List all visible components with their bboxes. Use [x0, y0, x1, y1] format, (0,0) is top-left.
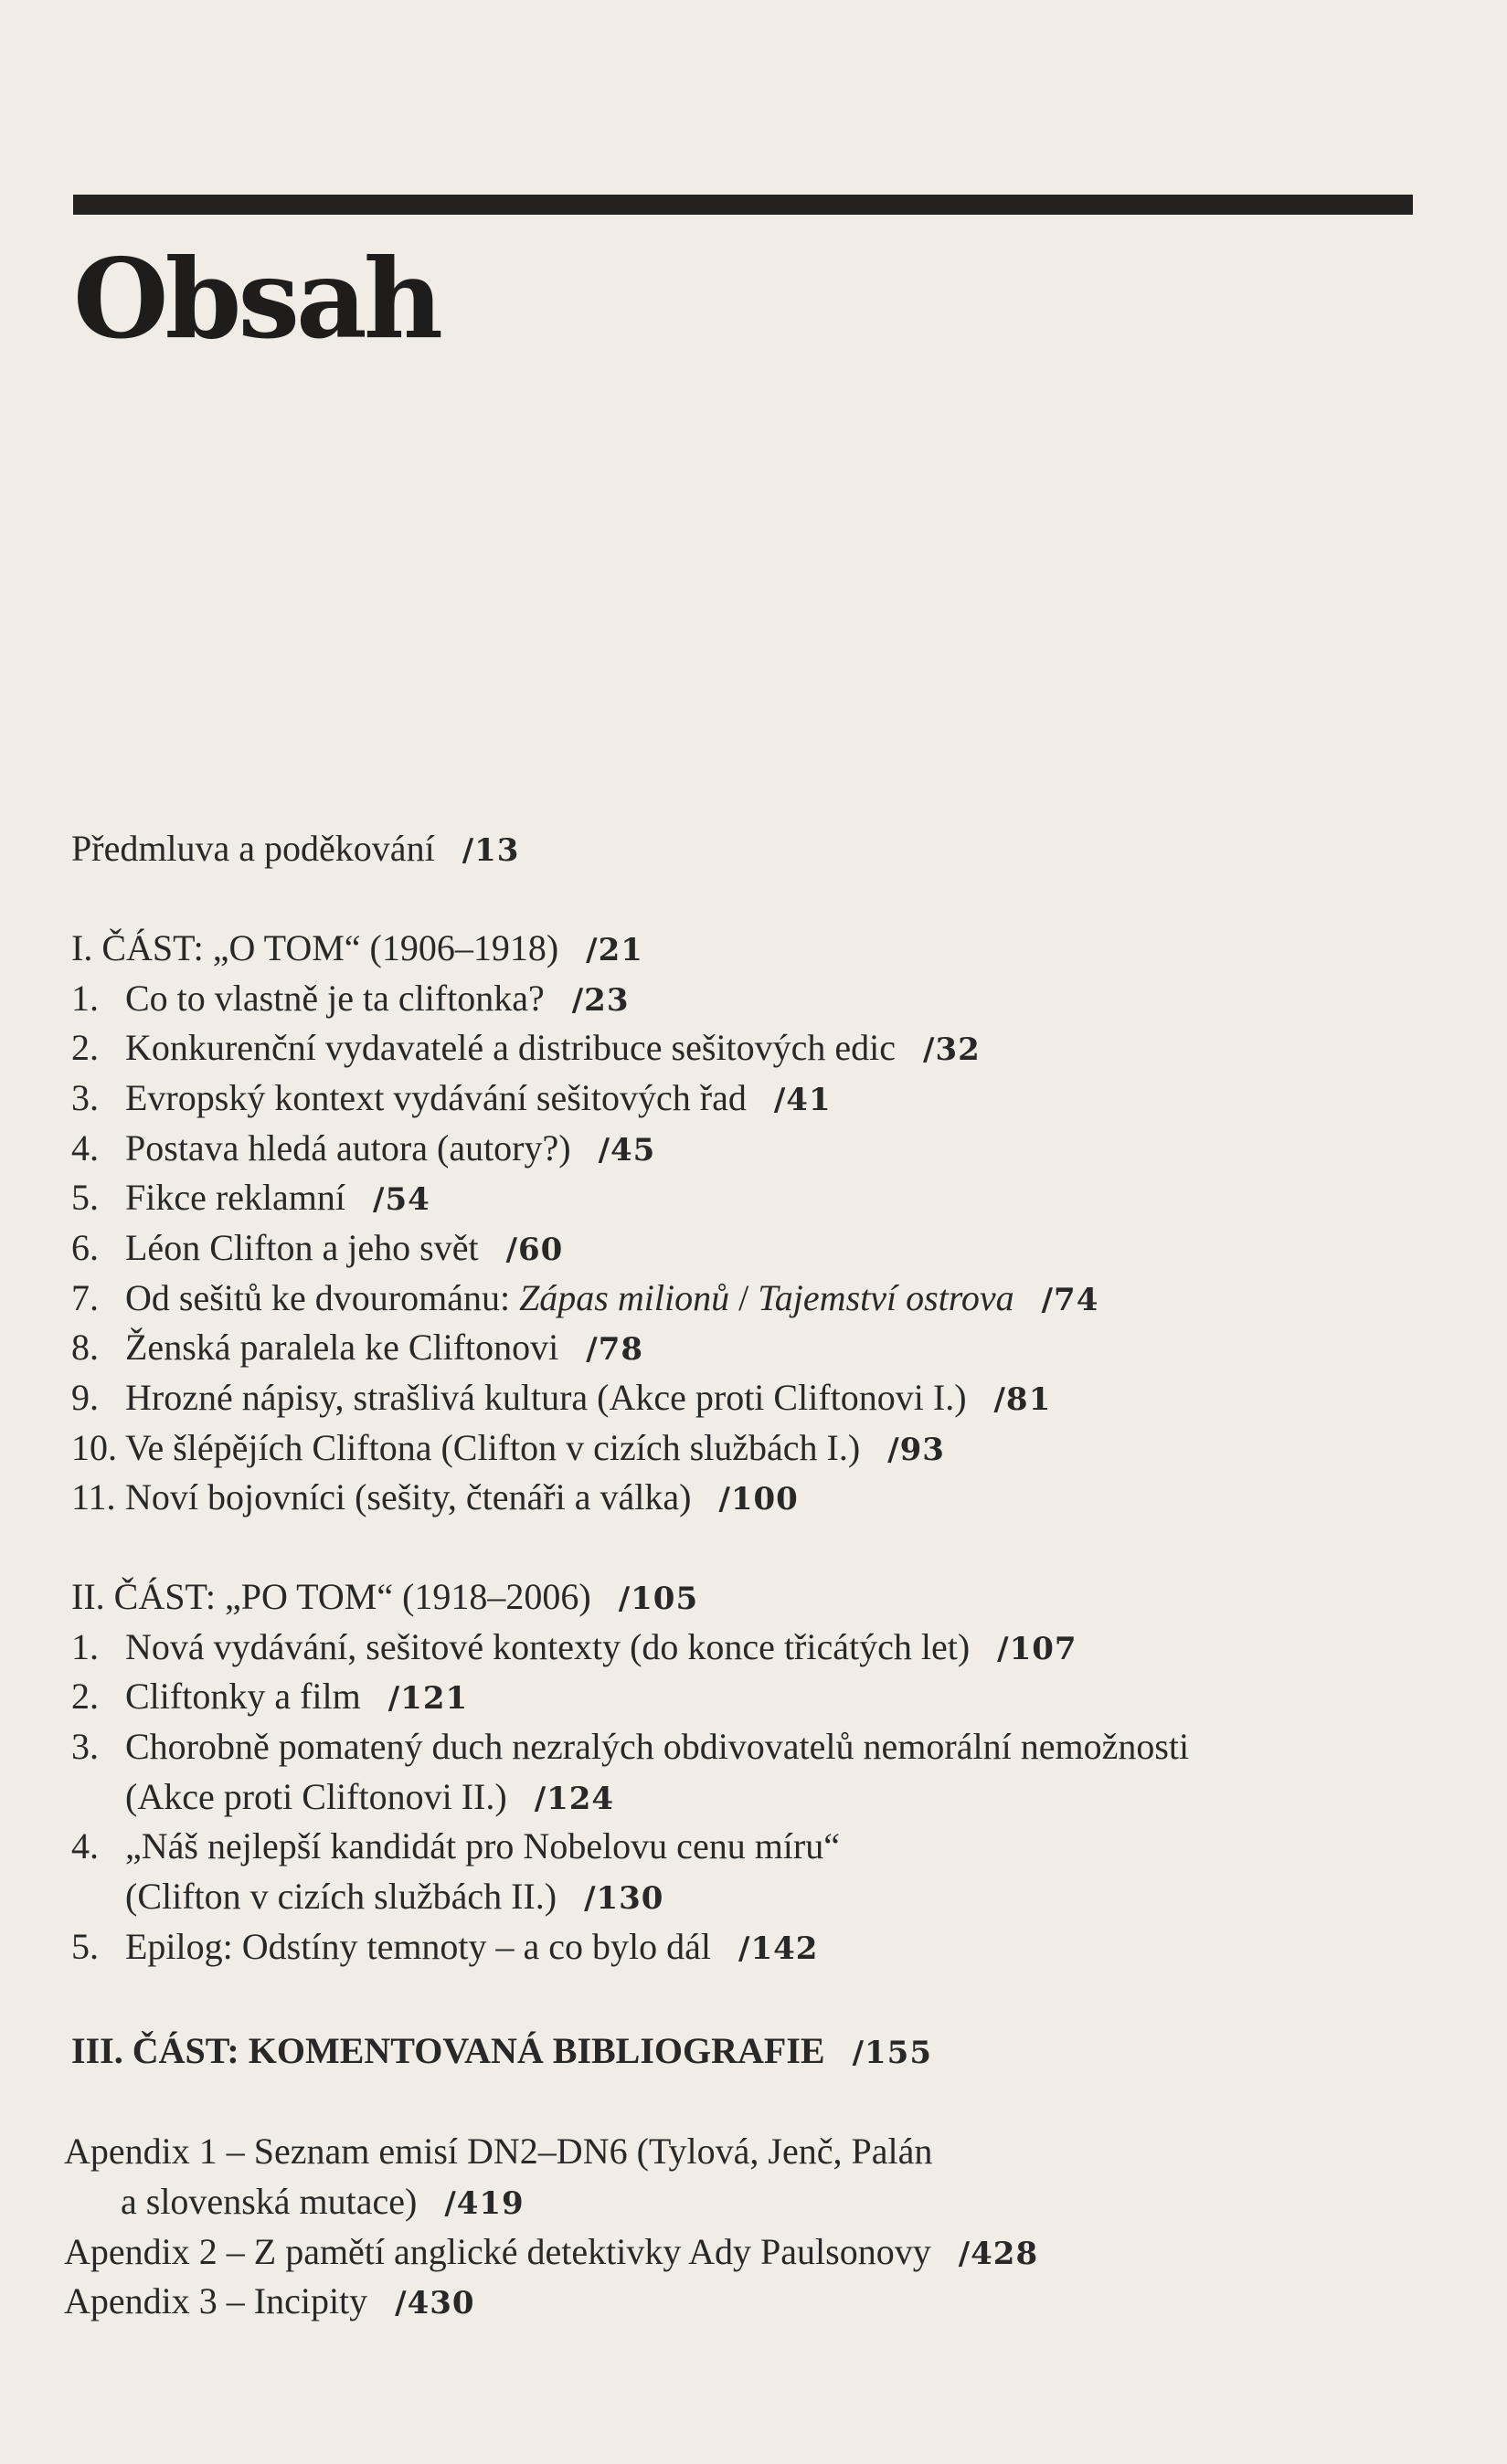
toc-item[interactable]: 11. Noví bojovníci (sešity, čtenáři a válka) /100 [71, 1476, 799, 1518]
toc-item[interactable]: 9. Hrozné nápisy, strašlivá kultura (Akce proti Cliftonovi I.) /81 [71, 1377, 1052, 1418]
toc-item[interactable]: 2. Konkurenční vydavatelé a distribuce sešitových edic /32 [71, 1027, 981, 1068]
toc-part2-heading[interactable]: II. ČÁST: „PO TOM“ (1918–2006) /105 [71, 1576, 699, 1617]
toc-part3-heading[interactable]: III. ČÁST: KOMENTOVANÁ BIBLIOGRAFIE /155 [71, 2030, 932, 2071]
toc-appendix-1[interactable]: Apendix 1 – Seznam emisí DN2–DN6 (Tylová, Jenč, Palán [64, 2131, 933, 2172]
toc-item[interactable]: 4. „Náš nejlepší kandidát pro Nobelovu cenu míru“ [71, 1825, 840, 1867]
title-rule [73, 195, 1413, 215]
toc-item[interactable]: 4. Postava hledá autora (autory?) /45 [71, 1127, 656, 1169]
toc-item-continued[interactable]: (Akce proti Cliftonovi II.) /124 [125, 1776, 615, 1817]
toc-item[interactable]: 3. Chorobně pomatený duch nezralých obdivovatelů nemorální nemožnosti [71, 1726, 1190, 1767]
toc-item[interactable]: 10. Ve šlépějích Cliftona (Clifton v cizích službách I.) /93 [71, 1427, 945, 1468]
toc-item[interactable]: 6. Léon Clifton a jeho svět /60 [71, 1227, 564, 1268]
page-title: Obsah [73, 235, 440, 364]
toc-item[interactable]: 3. Evropský kontext vydávání sešitových řad /41 [71, 1077, 832, 1118]
toc-item[interactable]: 1. Nová vydávání, sešitové kontexty (do konce třicátých let) /107 [71, 1626, 1077, 1667]
toc-preface[interactable]: Předmluva a poděkování /13 [71, 828, 520, 869]
toc-item[interactable]: 1. Co to vlastně je ta cliftonka? /23 [71, 978, 630, 1019]
toc-item[interactable]: 5. Epilog: Odstíny temnoty – a co bylo dál /142 [71, 1926, 819, 1967]
toc-item[interactable]: 7. Od sešitů ke dvourománu: Zápas milionů / Tajemství ostrova /74 [71, 1277, 1099, 1318]
toc-item[interactable]: 5. Fikce reklamní /54 [71, 1177, 430, 1218]
toc-appendix-2[interactable]: Apendix 2 – Z pamětí anglické detektivky Ady Paulsonovy /428 [64, 2231, 1039, 2272]
toc-appendix-3[interactable]: Apendix 3 – Incipity /430 [64, 2280, 475, 2321]
toc-part1-heading[interactable]: I. ČÁST: „O TOM“ (1906–1918) /21 [71, 927, 643, 968]
toc-item[interactable]: 2. Cliftonky a film /121 [71, 1676, 469, 1717]
toc-item-continued[interactable]: (Clifton v cizích službách II.) /130 [125, 1876, 664, 1917]
toc-item[interactable]: 8. Ženská paralela ke Cliftonovi /78 [71, 1327, 644, 1368]
toc-appendix-1-continued[interactable]: a slovenská mutace) /419 [121, 2181, 525, 2222]
